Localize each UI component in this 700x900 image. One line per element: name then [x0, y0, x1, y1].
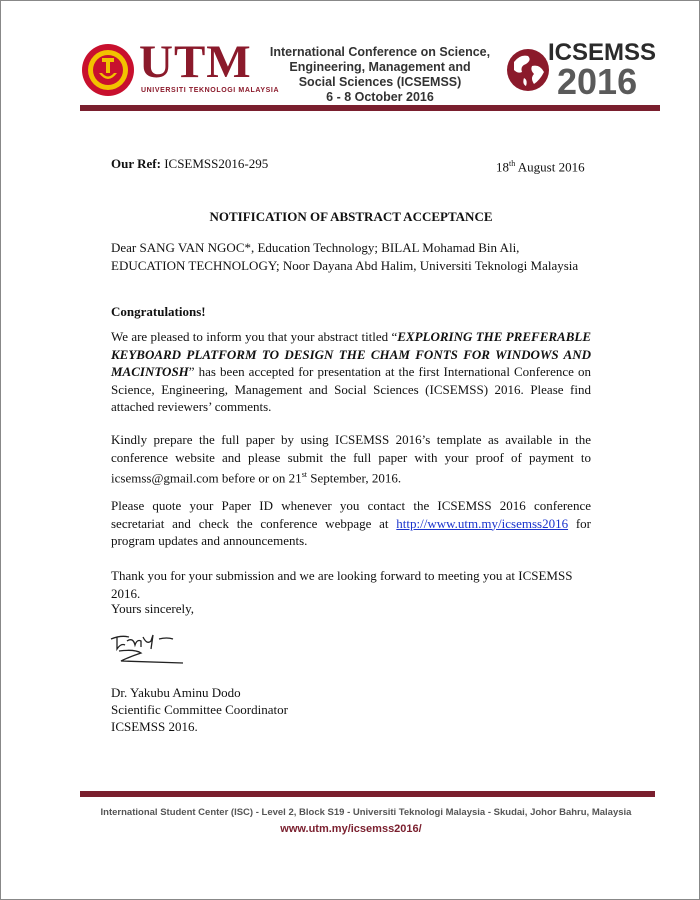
letter-title: NOTIFICATION OF ABSTRACT ACCEPTANCE [209, 209, 493, 224]
footer-website-link[interactable]: www.utm.my/icsemss2016/ [280, 823, 422, 835]
thank-you-paragraph: Thank you for your submission and we are looking forward to meeting you at ICSEMSS 2016. [111, 568, 573, 601]
conference-title-line: International Conference on Science, [269, 45, 491, 59]
reference-label: Our Ref: [111, 156, 161, 171]
conference-title-line: Engineering, Management and [289, 60, 471, 74]
acceptance-paragraph [111, 328, 591, 416]
signer-role: Scientific Committee Coordinator [111, 702, 288, 717]
congratulations-heading: Congratulations! [111, 304, 206, 319]
conference-dates: 6 - 8 October 2016 [326, 90, 434, 104]
closing: Yours sincerely, [111, 601, 195, 616]
full-paper-text-before: Kindly prepare the full paper by using ICSEMSS 2016’s template as available in the conference website and please submit the full paper with your proof of payment to icsemss@gmail.com before or on 21 [111, 432, 591, 486]
icsemss-logo-word: ICSEMSS [548, 39, 657, 66]
conference-title-line: Social Sciences (ICSEMSS) [298, 75, 462, 89]
letter-date [496, 155, 585, 176]
acceptance-text-before: We are pleased to inform you that your abstract titled “ [111, 329, 398, 344]
signer-name: Dr. Yakubu Aminu Dodo [111, 685, 241, 700]
conference-title [259, 45, 501, 105]
date-suffix: th [509, 159, 516, 168]
abstract-title: EXPLORING THE PREFERABLE KEYBOARD PLATFORM TO DESIGN THE CHAM FONTS FOR WINDOWS AND MACINTOSH [111, 329, 591, 379]
reference-value: ICSEMSS2016-295 [160, 156, 269, 171]
signer-organization: ICSEMSS 2016. [111, 719, 198, 734]
handwritten-signature [107, 631, 187, 669]
paper-id-text-after: for program updates and announcements. [111, 515, 591, 548]
header-divider [80, 105, 660, 111]
date-day: 18 [496, 159, 509, 175]
deadline-suffix: st [301, 470, 308, 479]
footer-address: International Student Center (ISC) - Level 2, Block S19 - Universiti Teknologi Malaysia - Skudai, Johor Bahru, Malaysia [100, 807, 632, 818]
reference-number [111, 155, 268, 173]
icsemss-logo-year: 2016 [557, 61, 638, 102]
salutation: Dear SANG VAN NGOC*, Education Technology; BILAL Mohamad Bin Ali, EDUCATION TECHNOLOGY; Noor Dayana Abd Halim, Universiti Teknologi Malaysia [111, 240, 579, 273]
paper-id-paragraph [111, 497, 591, 550]
conference-webpage-link[interactable]: http://www.utm.my/icsemss2016 [396, 515, 569, 531]
full-paper-text-after: September, 2016. [307, 470, 402, 486]
footer-divider [80, 791, 655, 797]
acceptance-text-after: ” has been accepted for presentation at the first International Conference on Science, Engineering, Management and Social Sciences (ICSEMSS) 2016. Please find attached reviewers’ comments. [111, 364, 591, 414]
paper-id-text-before: Please quote your Paper ID whenever you contact the ICSEMSS 2016 conference secretariat and check the conference webpage at [111, 498, 591, 531]
utm-subtitle: UNIVERSITI TEKNOLOGI MALAYSIA [141, 87, 280, 94]
date-rest: August 2016 [515, 159, 585, 175]
full-paper-paragraph [111, 431, 591, 487]
utm-wordmark: UTM [139, 36, 252, 88]
utm-crest-logo [81, 43, 135, 97]
